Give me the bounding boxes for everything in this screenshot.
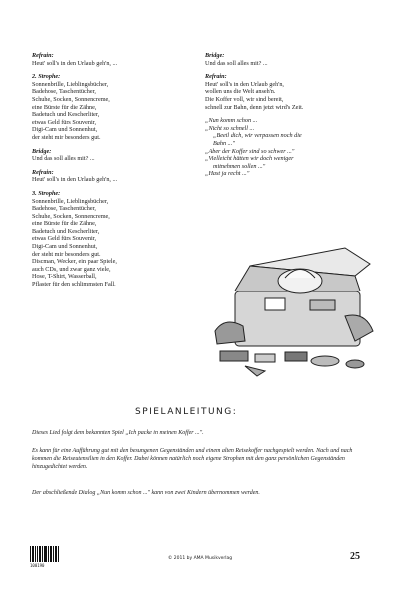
page-number: 25 — [350, 551, 360, 562]
lyric-line: Badehose, Taschentücher, — [32, 88, 96, 96]
dialog-line: „Hast ja recht ..." — [205, 170, 250, 178]
lyric-line: Heut' soll's in den Urlaub geh'n, ... — [32, 176, 118, 184]
lyric-line: etwas Geld fürs Souvenir, — [32, 235, 97, 243]
lyric-line: Digi-Cam und Sonnenhut, — [32, 126, 98, 134]
lyric-line: etwas Geld fürs Souvenir, — [32, 118, 97, 126]
lyric-line: Badetuch und Kescherliter, — [32, 111, 100, 119]
lyric-line: Badehose, Taschentücher, — [32, 205, 96, 213]
dialog-line: „Beeil dich, wir verpassen noch die — [213, 132, 302, 140]
lyric-line: schnell zur Bahn, denn jetzt wird's Zeit. — [205, 103, 304, 111]
closing-dialog — [205, 117, 375, 178]
suitcase-illustration — [205, 236, 375, 381]
section-heading: 2. Strophe: — [32, 73, 61, 81]
instructions-paragraph-1: Dieses Lied folgt dem bekannten Spiel „Ich packe in meinen Koffer ...". — [32, 430, 204, 436]
section-heading: Refrain: — [205, 73, 227, 81]
dialog-line: Bahn ..." — [213, 139, 235, 147]
lyric-line: Pflaster für den schlimmsten Fall. — [32, 281, 116, 289]
lyric-line: Sonnenbrille, Lieblingsbücher, — [32, 197, 109, 205]
lyrics-right-column — [205, 52, 375, 178]
section-heading: 3. Strophe: — [32, 189, 61, 197]
lyric-line: Heut' soll's in den Urlaub geh'n, — [205, 80, 284, 88]
lyric-line: Sonnenbrille, Lieblingsbücher, — [32, 80, 109, 88]
lyric-line: der steht mir besonders gut. — [32, 250, 101, 258]
lyric-line: Und das soll alles mit? ... — [32, 155, 95, 163]
lyric-line: Badetuch und Kescherliter, — [32, 227, 100, 235]
dialog-line: mitnehmen sollen ..." — [213, 162, 266, 170]
lyric-line: Schuhe, Socken, Sonnencreme, — [32, 212, 110, 220]
copyright-notice: © 2011 by AMA Musikverlag — [167, 556, 233, 561]
lyric-line: eine Bürste für die Zähne, — [32, 103, 97, 111]
lyric-line: wollen uns die Welt anseh'n. — [205, 88, 276, 96]
lyric-line: auch CDs, und zwar ganz viele, — [32, 265, 111, 273]
lyrics-left-column — [32, 52, 192, 289]
lyric-line: Digi-Cam und Sonnenhut, — [32, 243, 98, 251]
lyric-line: eine Bürste für die Zähne, — [32, 220, 97, 228]
instructions-paragraph-2: Es kann für eine Aufführung gut mit den besungenen Gegenständen und einem alten Reisekoffer nachgespielt werden. Nach und nach kommen die Reiseutensilien in den Koffer. Dabei können natürlich noch eigene Strophen mit den ganz persönlichen Gegenständen hinzugedichtet werden. — [32, 448, 353, 470]
lyric-line: Schuhe, Socken, Sonnencreme, — [32, 95, 110, 103]
lyric-line: der steht mir besonders gut. — [32, 133, 101, 141]
section-heading: Refrain: — [32, 168, 54, 176]
instructions-paragraph-3: Der abschließende Dialog „Nun komm schon ..." kann von zwei Kindern übernommen werden. — [32, 490, 260, 496]
lyric-line: Und das soll alles mit? ... — [205, 59, 268, 67]
section-heading: Bridge: — [32, 147, 52, 155]
lyric-line: Die Koffer voll, wir sind bereit, — [205, 95, 284, 103]
lyric-line: Discman, Wecker, ein paar Spiele, — [32, 258, 117, 266]
lyric-line: Hose, T-Shirt, Wasserball, — [32, 273, 97, 281]
dialog-line: „Nun komm schon ... — [205, 117, 258, 125]
section-heading: Bridge: — [205, 52, 225, 59]
dialog-line: „Aber der Koffer sind so schwer ..." — [205, 147, 295, 155]
lyric-line: Heut' soll's in den Urlaub geh'n, ... — [32, 59, 118, 67]
dialog-line: „Nicht so schnell ... — [205, 124, 255, 132]
barcode-number: 100190 — [30, 563, 45, 568]
dialog-line: „Vielleicht hätten wir doch weniger — [205, 155, 294, 163]
section-heading: Refrain: — [32, 52, 54, 59]
game-instructions-title: SPIELANLEITUNG: — [135, 407, 238, 417]
